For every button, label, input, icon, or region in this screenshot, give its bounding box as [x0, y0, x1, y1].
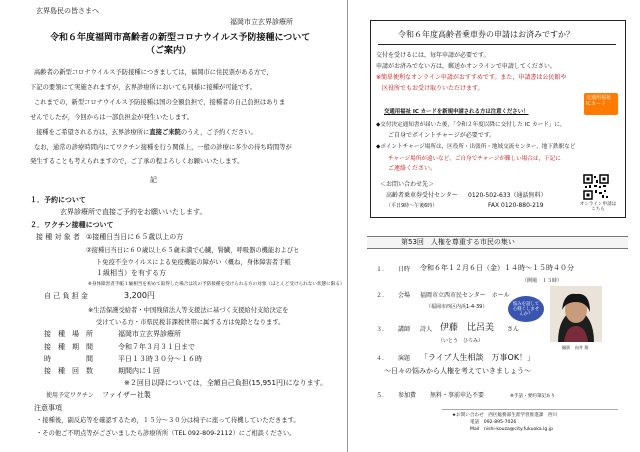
section-1-body: 玄界診療所で直接ご予約をお願いいたします。 [60, 208, 207, 216]
bp-bullet-5: ご連絡ください。 [388, 165, 437, 172]
intro-line-7: 発生することも考えられますので，ご了承の程よろしくお願いいたします。 [30, 158, 244, 165]
intro-line-5: 接種をご希望される方は，玄界診療所に直接ご来院のうえ，ご予約ください。 [36, 129, 257, 136]
event-item-5-label: 参加費 [398, 392, 417, 399]
contact-heading: ＜お問い合わせ先＞ [380, 181, 435, 188]
row-label-time: 時 間 [44, 355, 93, 363]
ic-card-icon [584, 93, 618, 115]
event-item-2-num: ２． [376, 292, 389, 299]
bp-line-3: ※簡単便利なオンライン申請がおすすめです。また，申請書は公民館や [376, 74, 567, 81]
event-item-1-num: １． [376, 266, 389, 273]
target-label: 接 種 対 象 者 [36, 233, 80, 241]
intro-line-2: 下記の要領にて実施されますが，玄界診療所においても同様に接種が可能です。 [30, 84, 257, 91]
speech-bubble [508, 296, 544, 322]
contact-hours: （平日9時～午後6時） [386, 203, 438, 209]
event-item-2-value: 福岡市立西市民センター ホール [420, 292, 510, 299]
bp-notice: 交通用福祉 IC カードを新規申請される方は注意ください！ [384, 109, 529, 115]
row-label-period: 接 種 期 間 [44, 343, 93, 351]
section-2-heading: ２．ワクチン接種について [30, 221, 114, 229]
cost-note-1: ※生活保護受給者・中国残留法人等支援法に基づく支援給付支給決定を [88, 307, 289, 314]
contact-tel: 0120-502-633（通話無料） [468, 192, 547, 199]
rows-note: ※２回目以降については，全額自己負担(15,951円)になります。 [124, 379, 328, 387]
speech-bubble-text: 悩みを話して心軽くしませんか？ [512, 302, 540, 317]
event-item-3-label: 講師 [398, 326, 411, 333]
speaker-suffix: さん [507, 326, 520, 333]
speaker-prefix: 詩人 [420, 326, 433, 333]
bp-bullet-4: チャージ場所が遠いなど，ご自身でチャージが難しい場合は，下記に [388, 156, 561, 162]
contact-fax: FAX 0120-880-219 [488, 202, 544, 209]
row-label-place: 接 種 場 所 [44, 330, 93, 338]
target-line-2: ②接種日当日に６０歳以上６５歳未満で心臓，腎臓，呼吸器の機能およびヒ [86, 247, 300, 254]
target-line-1: ①接種日当日に６５歳以上の方 [86, 233, 184, 241]
bp-line-2: 申請がお済みでない方は，郵送かオンラインで申請してください。 [376, 63, 556, 70]
event-item-3-num: ３． [376, 326, 389, 333]
footer-line-1: ★お問い合わせ 西区総務部生涯学習推進課 西川 [452, 413, 558, 418]
bp-line-1: 交付を受けるには，毎年申請が必要です。 [376, 52, 490, 59]
event-item-1-value: 令和６年１２月６日（金）１４時～１５時４０分 [420, 264, 574, 272]
qr-code-icon[interactable] [583, 174, 609, 200]
caution-heading: 注意事項 [34, 404, 62, 412]
cost-label: 自 己 負 担 金 [44, 292, 88, 300]
intro-line-6: なお，通常の診療時間内にてワクチン接種を行う関係上，一般の診療に多少の待ち時間等が [34, 144, 292, 151]
vaccine-value: ファイザー社製 [102, 391, 151, 399]
target-line-3: ト免疫不全ウイルスによる免疫機能の障がい（概ね，身体障害者手帳 [96, 259, 291, 266]
page-divider [347, 0, 348, 452]
event-time-sub: （開場 １３時） [522, 278, 563, 284]
photo-caption: 撮影 向井 翔 [562, 345, 589, 350]
contact-org: 高齢者乗車券受付センター [386, 192, 458, 199]
ki-mark: 記 [150, 176, 157, 184]
caution-line-1: ・接種後，副反応等を確認するため，１５分～３０分は椅子に座って待機していただきます。 [36, 417, 300, 424]
speaker-name: 伊藤 比呂美 [440, 323, 495, 333]
speaker-photo [550, 286, 602, 342]
cost-value: 3,200円 [124, 291, 155, 300]
footer-line-3: Mail nishi-kouza@city.fukuoka.lg.jp [470, 427, 553, 432]
row-label-count: 接 種 回 数 [44, 367, 93, 375]
title-rule [378, 44, 616, 45]
caution-line-2: ・その他ご不明点等がございましたら診療所所（TEL 092-809-2112）にご相談ください。 [36, 430, 296, 437]
event-fee-note: ※手話・要約筆記あり [510, 394, 556, 399]
event-header [367, 236, 628, 249]
row-value-place: 福岡市立玄界診療所 [118, 330, 181, 338]
speaker-reading: （いとう ひろみ） [438, 338, 484, 344]
bp-bullet-3: ◆ポイントチャージ場所は，区役所・出張所・地域交流センター，地下鉄駅など [376, 144, 576, 150]
row-value-period: 令和７年３月３１日まで [118, 343, 195, 351]
page-subtitle: （ご案内） [146, 46, 192, 56]
vaccine-label: 使用予定ワクチン [46, 392, 94, 399]
intro-line-1: 高齢者の新型コロナウイルス予防接種につきましては，福岡市に住民票がある方で， [34, 69, 273, 76]
section-1-heading: １．予約について [30, 196, 86, 204]
event-item-4-num: ４． [376, 355, 389, 362]
target-line-4: １級相当）を有する方 [96, 269, 166, 277]
event-item-1-label: 日時 [398, 266, 411, 273]
event-item-4-label: 演題 [398, 355, 411, 362]
event-item-2-label: 会場 [398, 292, 411, 299]
footer-rule [442, 409, 618, 410]
event-item-4-value: 「ライブ人生相談 万事OK！」 [420, 353, 536, 362]
intro-line-3: これまでの，新型コロナウイルス予防接種は国の全額負担で，接種者の自己負担はありま [34, 99, 286, 106]
page-title: 令和６年度福岡市高齢者の新型コロナウイルス予防接種について [50, 33, 311, 43]
sender: 福岡市立玄界診療所 [230, 18, 293, 26]
event-venue-sub: （福岡市西区内浜1-4-39） [426, 304, 488, 310]
ic-card-label: 交通用福祉 ICカード [586, 95, 612, 107]
event-title: 第53回 人権を尊重する市民の集い [401, 238, 515, 246]
row-value-count: 期間内に１回 [118, 367, 160, 375]
event-title-sub: ～日々の悩みから人権を考えていきましょう～ [384, 367, 531, 375]
intro-line-4: せんでしたが，今回からは一部負担金が発生いたします。 [30, 114, 194, 121]
event-item-5-value: 無料・事前申込不要 [430, 392, 485, 399]
target-note: ※身体障害者手帳１級相当を初めて取得した場合は次の予防接種を受けられる方の対象（ほとんど受けられない状態に限る） [88, 282, 345, 287]
intro-emphasis: 直接ご来院 [149, 129, 181, 136]
footer-line-2: 電話 092-895-7026 [470, 420, 517, 425]
qr-caption: オンライン申請はこちら [579, 202, 617, 212]
greeting: 玄界島民の皆さまへ [36, 7, 99, 15]
boarding-pass-title: 令和６年度高齢者乗車券の申請はお済みですか？ [398, 30, 574, 39]
bp-bullet-2: ご自身でポイントチャージが必要です。 [388, 132, 496, 139]
bp-bullet-1: ◆交付決定通知書が届いた後，「令和２年度以降に交付した IC カード」に， [376, 122, 566, 128]
row-value-time: 平日１３時３０分～１６時 [118, 355, 202, 363]
cost-note-2: 受けている方・市県民税非課税世帯に属する方は免除となります。 [96, 319, 285, 326]
bp-line-4: 区役所でもお受け取りいただけます。 [382, 85, 484, 92]
event-item-5-num: ５． [376, 392, 389, 399]
